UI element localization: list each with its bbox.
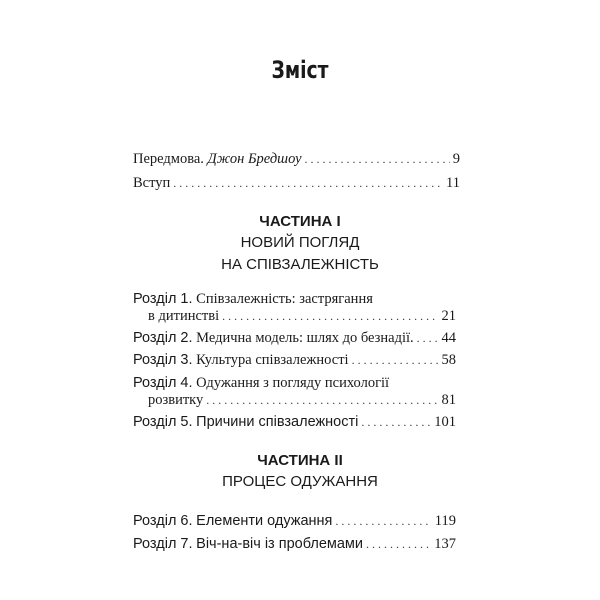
toc-entry-chapter-5 (133, 413, 456, 431)
dot-leader (173, 174, 443, 192)
page-number: 21 (441, 308, 456, 324)
foreword-author: Джон Бредшоу (207, 151, 302, 167)
dot-leader (222, 307, 438, 325)
toc-entry-chapter-1-cont (148, 307, 456, 325)
chapter-title: Одужання з погляду психології (196, 375, 390, 391)
dot-leader (305, 150, 450, 168)
part2-title-line1: ПРОЦЕС ОДУЖАННЯ (222, 473, 378, 490)
toc-entry-chapter-7 (133, 535, 456, 553)
toc-entry-chapter-1 (133, 290, 373, 308)
toc-entry-chapter-2 (133, 329, 456, 347)
chapter-number: Розділ 3. (133, 352, 193, 368)
page-number: 44 (441, 330, 456, 346)
page-number: 11 (446, 175, 460, 191)
dot-leader (352, 351, 439, 369)
chapter-title: Медична модель: шлях до безнадії. (196, 330, 414, 346)
chapter-title: Елементи одужання (196, 513, 333, 529)
page-number: 137 (434, 536, 456, 552)
chapter-number: Розділ 5. (133, 414, 193, 430)
dot-leader (366, 535, 431, 553)
page-number: 58 (441, 352, 456, 368)
chapter-title-cont: в дитинстві (148, 308, 220, 324)
chapter-number: Розділ 7. (133, 536, 193, 552)
part1-title-line2: НА СПІВЗАЛЕЖНІСТЬ (221, 256, 379, 273)
chapter-title: Причини співзалежності (196, 414, 359, 430)
page-number: 9 (452, 151, 460, 167)
chapter-number: Розділ 6. (133, 513, 193, 529)
part1-label: ЧАСТИНА I (259, 213, 341, 230)
intro-label: Вступ (133, 175, 171, 191)
toc-entry-chapter-3 (133, 351, 456, 369)
toc-entry-intro (133, 174, 460, 192)
toc-entry-chapter-6 (133, 512, 456, 530)
chapter-number: Розділ 1. (133, 291, 193, 307)
chapter-title: Віч-на-віч із проблемами (196, 536, 363, 552)
dot-leader (335, 512, 431, 530)
part2-label: ЧАСТИНА II (257, 452, 343, 469)
toc-entry-chapter-4 (133, 374, 389, 392)
dot-leader (361, 413, 431, 431)
toc-entry-foreword (133, 150, 460, 168)
chapter-number: Розділ 4. (133, 375, 193, 391)
dot-leader (206, 391, 438, 409)
chapter-title-cont: розвитку (148, 392, 204, 408)
page-number: 81 (441, 392, 456, 408)
page-number: 101 (434, 414, 456, 430)
chapter-title: Співзалежність: застрягання (196, 291, 373, 307)
chapter-title: Культура співзалежності (196, 352, 349, 368)
dot-leader (417, 329, 439, 347)
toc-entry-chapter-4-cont (148, 391, 456, 409)
page-title: Зміст (271, 56, 329, 84)
part1-title-line1: НОВИЙ ПОГЛЯД (240, 234, 360, 251)
page-number: 119 (434, 513, 456, 529)
chapter-number: Розділ 2. (133, 330, 193, 346)
foreword-prefix: Передмова. (133, 151, 204, 167)
